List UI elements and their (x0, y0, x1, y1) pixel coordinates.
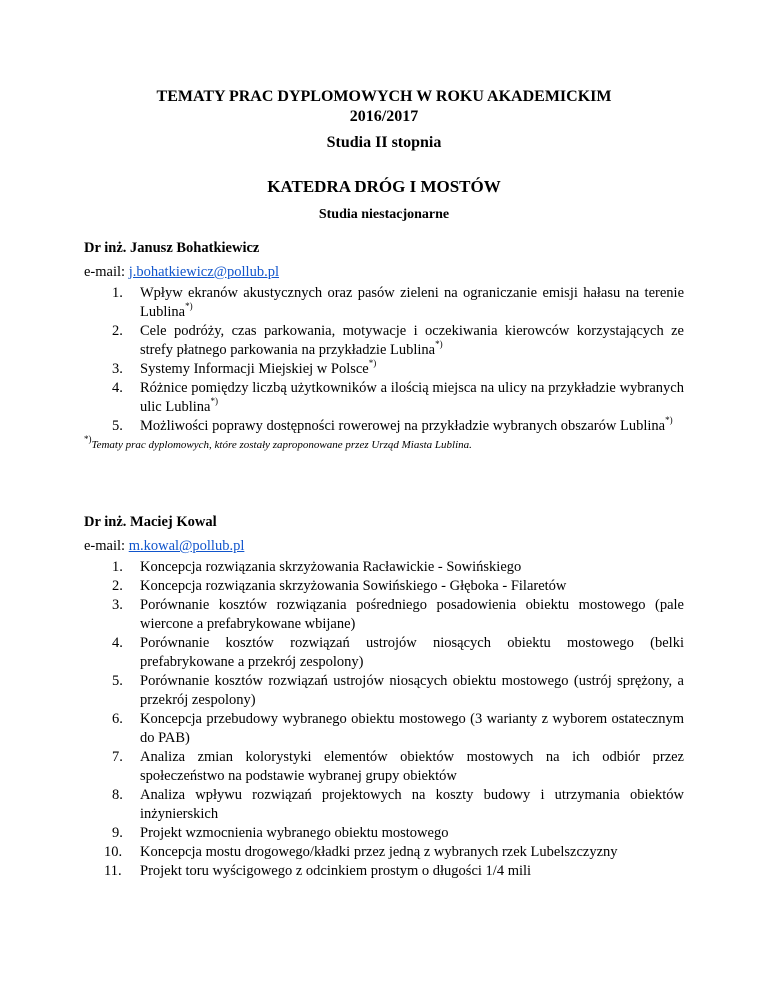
list-item (84, 596, 684, 634)
email-label: e-mail: (84, 264, 129, 280)
footnote-text: Tematy prac dyplomowych, które zostały zaproponowane przez Urząd Miasta Lublina. (91, 439, 472, 451)
list-item (84, 577, 684, 596)
list-item-number: 8. (112, 787, 123, 803)
list-item-text: Analiza zmian kolorystyki elementów obiektów mostowych na ich odbiór przez społeczeństwo na podstawie wybranej grupy obiektów (140, 749, 684, 784)
list-item-number: 4. (112, 380, 123, 396)
study-mode-heading: Studia niestacjonarne (318, 207, 450, 222)
list-item-number: 10. (104, 844, 123, 860)
email-link[interactable]: m.kowal@pollub.pl (128, 538, 245, 554)
degree-heading: Studia II stopnia (326, 134, 442, 151)
list-item (84, 710, 684, 748)
list-item-number: 7. (112, 749, 123, 765)
list-item-text: Porównanie kosztów rozwiązań ustrojów niosących obiektu mostowego (belki prefabrykowane a przekrój zespolony) (140, 635, 684, 670)
list-item (84, 322, 684, 360)
list-item-number: 1. (112, 559, 123, 575)
footnote-marker: *) (210, 396, 218, 407)
supervisor-section-kowal (84, 513, 684, 881)
supervisor-section-bohatkiewicz (84, 239, 684, 452)
list-item-text: Różnice pomiędzy liczbą użytkowników a ilością miejsca na ulicy na przykładzie wybranych ulic Lublina (140, 380, 684, 415)
topic-list (84, 284, 684, 436)
document-title-line2: 2016/2017 (349, 108, 419, 125)
email-label: e-mail: (84, 538, 129, 554)
email-line (84, 263, 684, 281)
list-item-text: Koncepcja rozwiązania skrzyżowania Racławickie - Sowińskiego (140, 559, 522, 575)
list-item-number: 3. (112, 361, 123, 377)
list-item-text: Analiza wpływu rozwiązań projektowych na koszty budowy i utrzymania obiektów inżynierskich (140, 787, 684, 822)
email-link[interactable]: j.bohatkiewicz@pollub.pl (128, 264, 279, 280)
department-heading: KATEDRA DRÓG I MOSTÓW (267, 177, 501, 196)
list-item-text: Wpływ ekranów akustycznych oraz pasów zieleni na ograniczanie emisji hałasu na terenie Lublina (140, 285, 684, 320)
list-item-text: Koncepcja rozwiązania skrzyżowania Sowińskiego - Głęboka - Filaretów (140, 578, 567, 594)
document-title-line1: TEMATY PRAC DYPLOMOWYCH W ROKU AKADEMICKIM (156, 88, 612, 105)
list-item-text: Cele podróży, czas parkowania, motywacje i oczekiwania kierowców korzystających ze strefy płatnego parkowania na przykładzie Lublina (140, 323, 684, 358)
list-item (84, 360, 684, 379)
footnote-marker: *) (665, 415, 673, 426)
supervisor-name: Dr inż. Janusz Bohatkiewicz (84, 240, 260, 256)
list-item (84, 843, 684, 862)
list-item-number: 9. (112, 825, 123, 841)
list-item-number: 1. (112, 285, 123, 301)
email-line (84, 537, 684, 555)
list-item-text: Koncepcja mostu drogowego/kładki przez jedną z wybranych rzek Lubelszczyzny (140, 844, 618, 860)
list-item (84, 862, 684, 881)
list-item (84, 786, 684, 824)
list-item (84, 634, 684, 672)
list-item-text: Porównanie kosztów rozwiązań ustrojów niosących obiektu mostowego (ustrój sprężony, a przekrój zespolony) (140, 673, 684, 708)
list-item-text: Systemy Informacji Miejskiej w Polsce (140, 361, 369, 377)
list-item (84, 748, 684, 786)
list-item-number: 3. (112, 597, 123, 613)
footnote-marker: *) (435, 339, 443, 350)
list-item (84, 558, 684, 577)
list-item-number: 2. (112, 578, 123, 594)
list-item (84, 284, 684, 322)
footnote-marker: *) (185, 301, 193, 312)
list-item-number: 5. (112, 673, 123, 689)
topic-list (84, 558, 684, 881)
supervisor-name: Dr inż. Maciej Kowal (84, 514, 217, 530)
footnote (84, 434, 684, 452)
list-item-text: Możliwości poprawy dostępności rowerowej na przykładzie wybranych obszarów Lublina (140, 418, 666, 434)
list-item-text: Porównanie kosztów rozwiązania pośredniego posadowienia obiektu mostowego (pale wiercone a prefabrykowane wbijane) (140, 597, 684, 632)
list-item (84, 417, 684, 436)
list-item-text: Projekt toru wyścigowego z odcinkiem prostym o długości 1/4 mili (140, 863, 532, 879)
list-item-text: Projekt wzmocnienia wybranego obiektu mostowego (140, 825, 449, 841)
list-item (84, 672, 684, 710)
footnote-symbol: *) (84, 434, 92, 445)
list-item (84, 379, 684, 417)
list-item-number: 11. (104, 863, 122, 879)
list-item-number: 2. (112, 323, 123, 339)
list-item-number: 5. (112, 418, 123, 434)
list-item-number: 4. (112, 635, 123, 651)
list-item-text: Koncepcja przebudowy wybranego obiektu mostowego (3 warianty z wyborem ostatecznym do PAB) (140, 711, 684, 746)
list-item-number: 6. (112, 711, 123, 727)
list-item (84, 824, 684, 843)
footnote-marker: *) (368, 358, 377, 369)
